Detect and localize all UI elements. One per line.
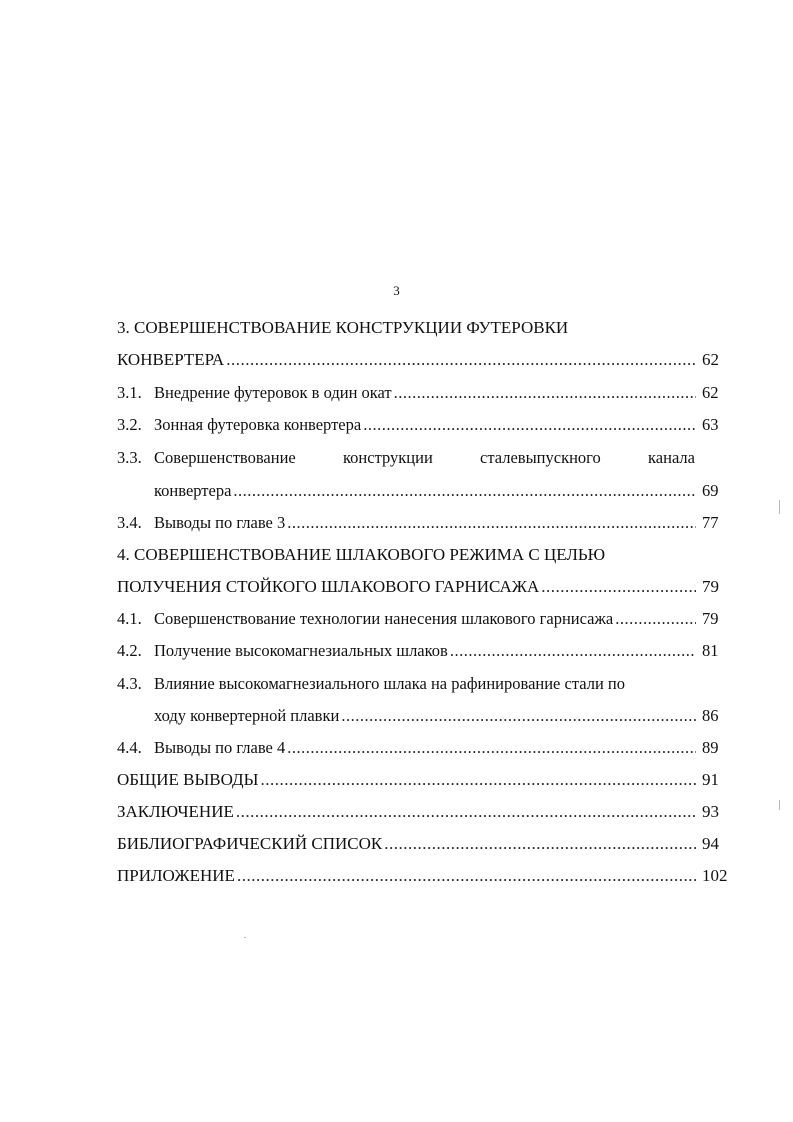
toc-entry-3-1[interactable]	[117, 380, 732, 406]
toc-page-number: 63	[702, 415, 719, 434]
toc-entry-title: БИБЛИОГРАФИЧЕСКИЙ СПИСОК	[117, 834, 383, 853]
toc-entry-title: ЗАКЛЮЧЕНИЕ	[117, 802, 234, 821]
toc-entry-title: Зонная футеровка конвертера	[154, 415, 362, 434]
toc-entry-title: Внедрение футеровок в один окат	[154, 383, 392, 402]
toc-entry-title: 4. СОВЕРШЕНСТВОВАНИЕ ШЛАКОВОГО РЕЖИМА С ЦЕЛЬЮ	[117, 545, 606, 564]
toc-entry-title: ходу конвертерной плавки	[154, 706, 340, 725]
toc-entry-title: Выводы по главе 3	[154, 513, 286, 532]
toc-entry-title: КОНВЕРТЕРА	[117, 350, 225, 369]
toc-page-number: 69	[702, 481, 719, 500]
toc-entry-conclusions[interactable]	[117, 767, 732, 793]
toc-page-number: 81	[702, 641, 719, 660]
toc-title-word: сталевыпускного	[480, 448, 601, 467]
toc-entry-4-3-line2[interactable]	[154, 703, 732, 729]
toc-title-word: канала	[648, 448, 695, 467]
dot-leader	[341, 703, 696, 729]
toc-page-number: 91	[702, 770, 719, 789]
toc-page-number: 86	[702, 706, 719, 725]
toc-entry-title: ПОЛУЧЕНИЯ СТОЙКОГО ШЛАКОВОГО ГАРНИСАЖА	[117, 577, 540, 596]
dot-leader	[394, 380, 696, 406]
toc-entry-3-3-line1[interactable]	[117, 445, 695, 471]
scan-artifact	[779, 500, 780, 514]
toc-entry-title: ОБЩИЕ ВЫВОДЫ	[117, 770, 259, 789]
toc-entry-3-4[interactable]	[117, 510, 732, 536]
toc-page-number: 79	[702, 609, 719, 628]
toc-entry-number: 4.1.	[117, 609, 142, 628]
toc-chapter-4-title-line2[interactable]	[117, 574, 732, 600]
dot-leader	[226, 347, 696, 373]
toc-entry-title: конвертера	[154, 481, 232, 500]
dot-leader	[541, 574, 696, 600]
toc-entry-3-2[interactable]	[117, 412, 732, 438]
toc-entry-number: 4.2.	[117, 641, 142, 660]
toc-entry-number: 3.1.	[117, 383, 142, 402]
toc-entry-title	[154, 445, 695, 471]
toc-chapter-3-title-line2[interactable]	[117, 347, 732, 373]
toc-entry-number: 4.4.	[117, 738, 142, 757]
toc-entry-title: Влияние высокомагнезиального шлака на рафинирование стали по	[154, 674, 625, 693]
toc-page-number: 89	[702, 738, 719, 757]
toc-page-number: 94	[702, 834, 719, 853]
toc-entry-bibliography[interactable]	[117, 831, 732, 857]
toc-page-number: 62	[702, 383, 719, 402]
toc-entry-number: 3.3.	[117, 448, 142, 467]
toc-title-word: конструкции	[342, 448, 433, 467]
toc-entry-final[interactable]	[117, 799, 732, 825]
dot-leader	[236, 799, 696, 825]
toc-entry-4-1[interactable]	[117, 606, 732, 632]
toc-entry-title: Совершенствование технологии нанесения шлакового гарнисажа	[154, 609, 614, 628]
toc-entry-number: 3.2.	[117, 415, 142, 434]
toc-entry-number: 3.4.	[117, 513, 142, 532]
toc-entry-title: Выводы по главе 4	[154, 738, 286, 757]
toc-entry-title: 3. СОВЕРШЕНСТВОВАНИЕ КОНСТРУКЦИИ ФУТЕРОВКИ	[117, 318, 569, 337]
toc-entry-title: ПРИЛОЖЕНИЕ	[117, 866, 235, 885]
toc-page-number: 62	[702, 350, 719, 369]
toc-entry-4-2[interactable]	[117, 638, 732, 664]
toc-page-number: 79	[702, 577, 719, 596]
toc-title-word: Совершенствование	[154, 448, 296, 467]
toc-entry-number: 4.3.	[117, 674, 142, 693]
page-number: 3	[393, 283, 400, 298]
dot-leader	[237, 863, 696, 889]
toc-chapter-3-title-line1	[117, 315, 732, 341]
toc-entry-title: Получение высокомагнезиальных шлаков	[154, 641, 448, 660]
dot-leader	[260, 767, 696, 793]
toc-entry-4-3-line1[interactable]	[117, 671, 732, 697]
dot-leader	[287, 735, 696, 761]
dot-leader	[450, 638, 696, 664]
scan-artifact	[779, 800, 780, 810]
toc-entry-appendix[interactable]	[117, 863, 732, 889]
dot-leader	[384, 831, 696, 857]
dot-leader	[363, 412, 696, 438]
scan-artifact	[244, 937, 246, 938]
toc-chapter-4-title-line1	[117, 542, 732, 568]
toc-entry-4-4[interactable]	[117, 735, 732, 761]
dot-leader	[287, 510, 696, 536]
toc-page-number: 77	[702, 513, 719, 532]
dot-leader	[233, 478, 696, 504]
toc-entry-3-3-line2[interactable]	[154, 478, 732, 504]
toc-page-number: 102	[702, 866, 728, 885]
toc-page-number: 93	[702, 802, 719, 821]
dot-leader	[615, 606, 696, 632]
